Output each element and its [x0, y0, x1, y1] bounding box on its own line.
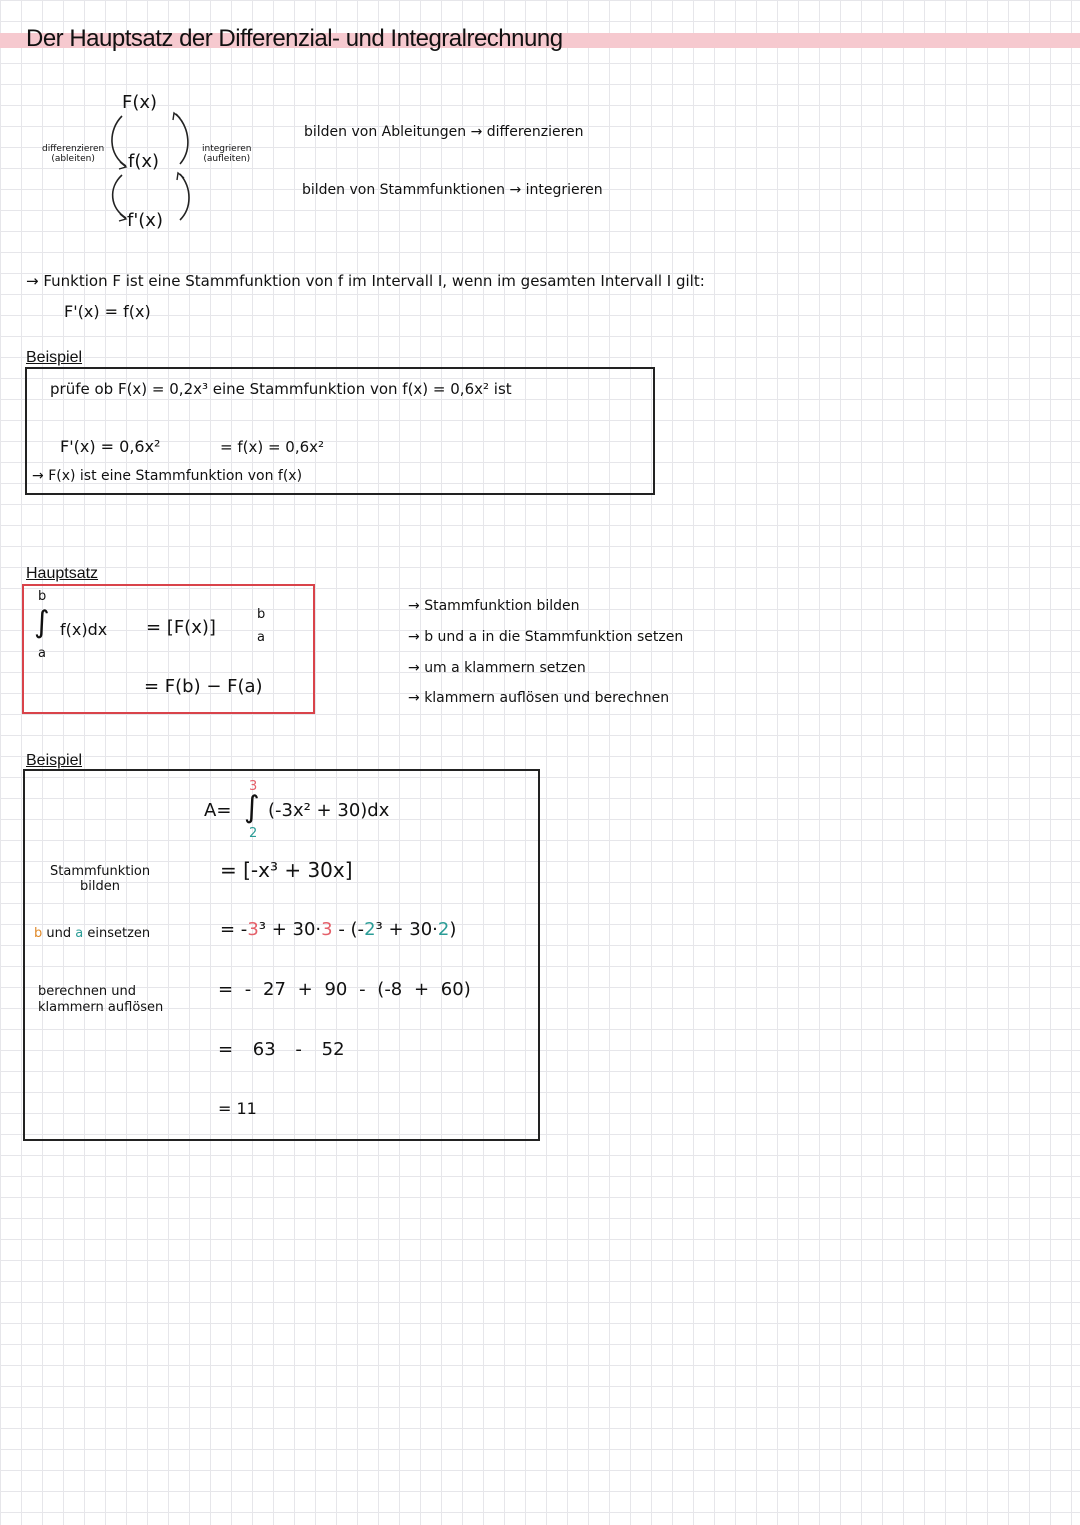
- theorem-lower: a: [38, 646, 46, 661]
- arrow-right-icon: →: [509, 182, 526, 198]
- diagram-f: f(x): [128, 151, 160, 172]
- example2-box: [23, 769, 540, 1141]
- label-integrieren: [202, 144, 251, 164]
- theorem-integrand: f(x)dx: [60, 620, 108, 639]
- arc-left-upper: [112, 116, 126, 166]
- theorem-eq2: = F(b) − F(a): [144, 676, 263, 697]
- example1-conclusion-text: F(x) ist eine Stammfunktion von f(x): [48, 468, 303, 484]
- theorem-step-2-text: b und a in die Stammfunktion setzen: [424, 629, 684, 645]
- label-differenzieren: [42, 144, 104, 164]
- line3-a-value: 2: [364, 919, 376, 940]
- example2-upper: 3: [249, 779, 258, 794]
- theorem-step-4-text: klammern auflösen und berechnen: [424, 690, 670, 706]
- side2-b: b: [34, 926, 43, 941]
- page-title: Der Hauptsatz der Differenzial- und Integralrechnung: [26, 25, 563, 52]
- side2-end: einsetzen: [83, 926, 151, 941]
- arrow-right-icon: →: [408, 690, 425, 706]
- diagram-line2-left: bilden von Stammfunktionen: [302, 182, 505, 198]
- example2-heading: Beispiel: [26, 752, 83, 769]
- label-differenzieren-line1: differenzieren: [42, 144, 105, 154]
- integral-sign-icon: ∫: [34, 605, 50, 640]
- diagram-line1: [304, 124, 584, 140]
- arrow-right-icon: →: [470, 124, 487, 140]
- diagram-fprime: f'(x): [127, 210, 163, 231]
- line3-a-value-2: 2: [437, 919, 450, 940]
- line3-b-value: 3: [247, 919, 259, 940]
- diagram-line1-right: differenzieren: [486, 124, 584, 140]
- line3-part-a: = -: [220, 919, 248, 940]
- example1-conclusion: [32, 468, 302, 484]
- example2-line1: (-3x² + 30)dx: [268, 800, 390, 821]
- theorem-step-1-text: Stammfunktion bilden: [424, 598, 580, 614]
- example2-line6: = 11: [218, 1099, 257, 1118]
- side2-mid: und: [42, 926, 76, 941]
- arrow-right-icon: →: [408, 598, 425, 614]
- diagram-line1-left: bilden von Ableitungen: [304, 124, 467, 140]
- arc-left-lower: [113, 175, 126, 218]
- example2-line3: [220, 919, 456, 940]
- example2-line4: = - 27 + 90 - (-8 + 60): [218, 979, 471, 1000]
- example2-side3: [38, 984, 163, 1016]
- label-integrieren-line1: integrieren: [202, 144, 252, 154]
- arc-right-upper: [176, 114, 188, 164]
- theorem-step-4: [408, 690, 669, 706]
- side3-line2: klammern auflösen: [38, 1000, 164, 1015]
- arrow-right-icon: →: [408, 660, 425, 676]
- theorem-eq1-lower: a: [257, 630, 265, 645]
- example1-step1-left: F'(x) = 0,6x²: [60, 437, 161, 456]
- example1-heading: Beispiel: [26, 349, 83, 366]
- example1-step1-right: = f(x) = 0,6x²: [220, 438, 325, 456]
- example2-side2: [34, 926, 150, 941]
- theorem-step-2: [408, 629, 683, 645]
- definition-line2: F'(x) = f(x): [64, 302, 151, 321]
- side2-a: a: [75, 926, 84, 941]
- theorem-step-3: [408, 660, 586, 676]
- theorem-eq1: = [F(x)]: [146, 617, 216, 638]
- diagram-line2-right: integrieren: [525, 182, 603, 198]
- diagram-F: F(x): [122, 92, 158, 113]
- definition-text: Funktion F ist eine Stammfunktion von f im Intervall I, wenn im gesamten Intervall I gilt:: [43, 272, 705, 290]
- theorem-upper: b: [38, 589, 47, 604]
- theorem-step-1: [408, 598, 580, 614]
- line3-b-value-2: 3: [321, 919, 333, 940]
- example2-line2: = [-x³ + 30x]: [220, 858, 353, 882]
- label-integrieren-line2: (aufleiten): [203, 154, 251, 164]
- diagram-arcs: [100, 100, 210, 240]
- arrow-right-icon: →: [408, 629, 425, 645]
- theorem-step-3-text: um a klammern setzen: [424, 660, 586, 676]
- integral-sign-icon: ∫: [244, 790, 260, 825]
- label-differenzieren-line2: (ableiten): [51, 154, 95, 164]
- example2-side1: Stammfunktion bilden: [50, 864, 151, 894]
- example2-line5: = 63 - 52: [218, 1039, 345, 1060]
- arrow-right-icon: →: [26, 272, 44, 290]
- line3-part-g: ³ + 30·: [375, 919, 438, 940]
- line3-part-e: - (-: [332, 919, 365, 940]
- theorem-eq1-upper: b: [257, 607, 266, 622]
- side3-line1: berechnen und: [38, 984, 137, 999]
- example1-task: prüfe ob F(x) = 0,2x³ eine Stammfunktion von f(x) = 0,6x² ist: [50, 380, 512, 398]
- diagram-line2: [302, 182, 603, 198]
- arrow-right-icon: →: [32, 468, 49, 484]
- theorem-heading: Hauptsatz: [26, 565, 99, 582]
- example2-prefix: A=: [204, 800, 232, 821]
- example2-lower: 2: [249, 826, 258, 841]
- arc-right-lower: [180, 174, 189, 220]
- line3-part-c: ³ + 30·: [258, 919, 322, 940]
- definition-line1: [26, 272, 705, 290]
- line3-part-i: ): [449, 919, 457, 940]
